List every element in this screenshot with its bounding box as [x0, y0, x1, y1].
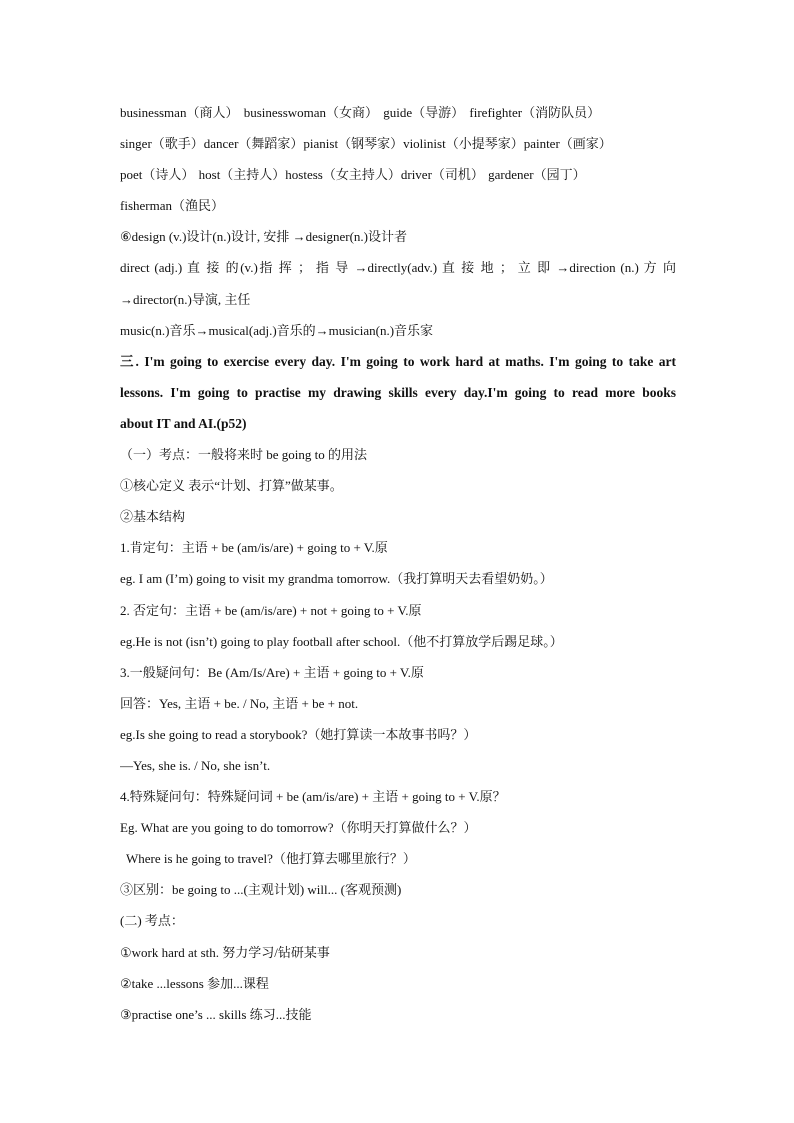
yes-no-question-rule: 3.一般疑问句：Be (Am/Is/Are) + 主语 + going to + V.原	[120, 664, 424, 680]
basic-structure-heading: ②基本结构	[120, 509, 186, 525]
negative-rule: 2. 否定句：主语 + be (am/is/are) + not + going to + V.原	[120, 602, 422, 618]
section-three-sentence-1: 三. I'm going to exercise every day. I'm going to work hard at maths. I'm going to take art	[120, 353, 676, 369]
core-definition: ①核心定义 表示“计划、打算”做某事。	[120, 478, 343, 494]
word-family-direct: direct (adj.) 直 接 的(v.)指 挥 ； 指 导 →directly(adv.) 直 接 地 ； 立 即 →direction (n.) 方 向	[120, 260, 676, 276]
phrase-work-hard: ①work hard at sth. 努力学习/钻研某事	[120, 944, 330, 960]
word-family-design: ⑥design (v.)设计(n.)设计, 安排 →designer(n.)设计者	[120, 229, 408, 245]
yes-no-answer-rule: 回答：Yes, 主语 + be. / No, 主语 + be + not.	[120, 695, 359, 711]
word-family-director: →director(n.)导演, 主任	[120, 291, 251, 307]
wh-question-example-2: Where is he going to travel?（他打算去哪里旅行？）	[126, 851, 416, 867]
word-family-music: music(n.)音乐→musical(adj.)音乐的→musician(n.)音乐家	[120, 322, 434, 338]
wh-question-rule: 4.特殊疑问句：特殊疑问词 + be (am/is/are) + 主语 + going to + V.原？	[120, 789, 506, 805]
vocab-line-occupations-3: poet（诗人） host（主持人）hostess（女主持人）driver（司机） gardener（园丁）	[120, 167, 586, 183]
document-page	[120, 97, 676, 1030]
difference-note: ③区别：be going to ...(主观计划) will... (客观预测)	[120, 882, 402, 898]
affirmative-rule: 1.肯定句：主语 + be (am/is/are) + going to + V.原	[120, 540, 388, 556]
section-three-sentence-3: about IT and AI.(p52)	[120, 415, 247, 431]
vocab-line-occupations-4: fisherman（渔民）	[120, 198, 224, 214]
wh-question-example-1: Eg. What are you going to do tomorrow?（你明天打算做什么？）	[120, 820, 477, 836]
yes-no-answer-example: —Yes, she is. / No, she isn’t.	[120, 757, 271, 773]
yes-no-question-example: eg.Is she going to read a storybook?（她打算读一本故事书吗？）	[120, 726, 477, 742]
exam-point-heading-2: (二) 考点：	[120, 913, 184, 929]
vocab-line-occupations-2: singer（歌手）dancer（舞蹈家）pianist（钢琴家）violinist（小提琴家）painter（画家）	[120, 136, 612, 152]
phrase-practise-skills: ③practise one’s ... skills 练习...技能	[120, 1006, 312, 1022]
section-three-sentence-2: lessons. I'm going to practise my drawing skills every day.I'm going to read more books	[120, 384, 676, 400]
phrase-take-lessons: ②take ...lessons 参加...课程	[120, 975, 269, 991]
exam-point-heading-1: （一）考点：一般将来时 be going to 的用法	[120, 447, 367, 463]
vocab-line-occupations-1: businessman（商人） businesswoman（女商） guide（导游） firefighter（消防队员）	[120, 105, 601, 120]
negative-example: eg.He is not (isn’t) going to play football after school.（他不打算放学后踢足球。）	[120, 633, 563, 649]
affirmative-example: eg. I am (I’m) going to visit my grandma tomorrow.（我打算明天去看望奶奶。）	[120, 571, 553, 587]
